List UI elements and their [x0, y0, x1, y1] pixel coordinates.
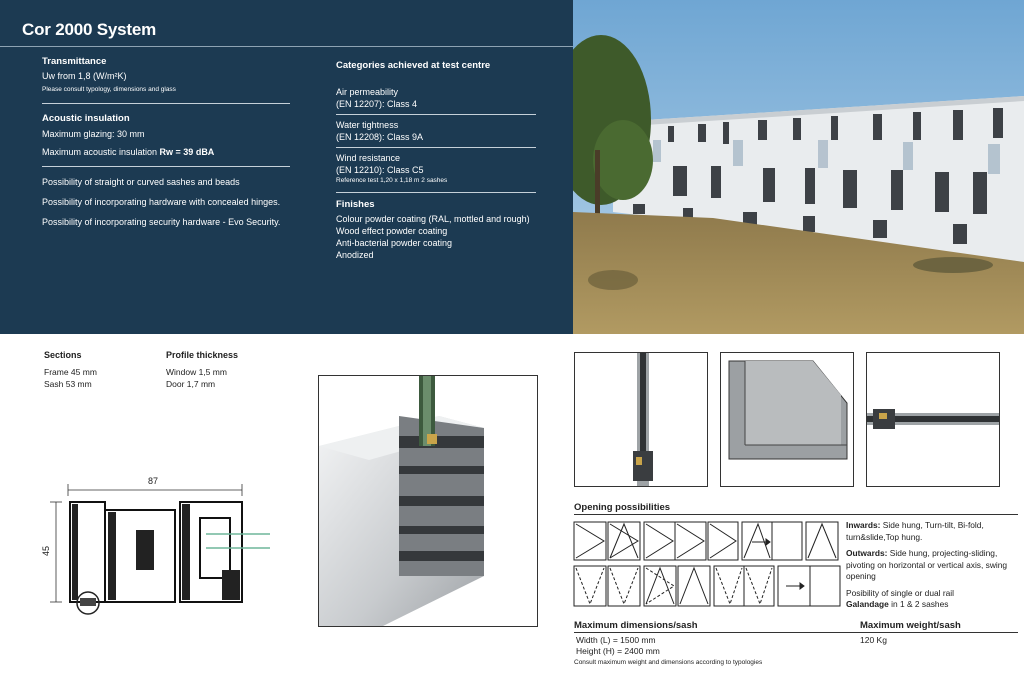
finishes-heading: Finishes — [336, 199, 375, 210]
inwards-label: Inwards: — [846, 520, 881, 530]
dimensions-width: Width (L) = 1500 mm — [576, 635, 656, 645]
dimensions-height: Height (H) = 2400 mm — [576, 646, 660, 656]
opening-description — [846, 520, 1024, 611]
opening-rail: Posibility of single or dual rail — [846, 587, 954, 598]
acoustic-max-prefix: Maximum acoustic insulation — [42, 147, 160, 157]
profile-heading: Profile thickness — [166, 350, 239, 360]
finish-item: Colour powder coating (RAL, mottled and rough) — [336, 214, 530, 224]
opening-outwards — [846, 548, 1024, 583]
opening-heading: Opening possibilities — [574, 502, 671, 513]
possibility-item: Possibility of incorporating security hardware - Evo Security. — [42, 217, 281, 227]
finish-item: Anodized — [336, 250, 374, 260]
finish-item: Wood effect powder coating — [336, 226, 448, 236]
weight-heading: Maximum weight/sash — [860, 620, 961, 631]
outwards-text: Side hung, projecting-sliding, pivoting on horizontal or vertical axis, swing opening — [846, 548, 1008, 581]
air-label: Air permeability — [336, 87, 399, 97]
profile-thumbnail-corner — [720, 352, 854, 487]
wind-value: (EN 12210): Class C5 — [336, 165, 424, 175]
right-column — [336, 56, 536, 261]
divider — [336, 147, 536, 148]
galandage-label: Galandage — [846, 599, 889, 609]
opening-galandage — [846, 599, 1024, 611]
page-title: Cor 2000 System — [22, 20, 157, 39]
acoustic-glazing: Maximum glazing: 30 mm — [42, 129, 145, 139]
dimensions-heading: Maximum dimensions/sash — [574, 620, 698, 631]
left-column — [42, 56, 290, 228]
section-drawing — [40, 470, 276, 620]
transmittance-heading: Transmittance — [42, 56, 107, 67]
profile-thumbnail-vertical — [574, 352, 708, 487]
acoustic-max — [42, 146, 290, 158]
profile-render — [318, 375, 538, 627]
sections-heading: Sections — [44, 350, 82, 360]
acoustic-heading: Acoustic insulation — [42, 113, 130, 124]
building-photo — [573, 0, 1024, 334]
categories-heading: Categories achieved at test centre — [336, 60, 491, 71]
dimensions-note: Consult maximum weight and dimensions according to typologies — [574, 659, 763, 666]
drawing-height-label: 45 — [41, 545, 51, 556]
wind-label: Wind resistance — [336, 153, 401, 163]
possibility-item: Possibility of straight or curved sashes and beads — [42, 177, 240, 187]
water-value: (EN 12208): Class 9A — [336, 132, 424, 142]
acoustic-max-value: Rw = 39 dBA — [159, 147, 215, 157]
sections-block — [44, 350, 97, 390]
galandage-text: in 1 & 2 sashes — [888, 599, 949, 609]
opening-diagrams — [572, 520, 842, 608]
profile-thickness-block — [166, 350, 238, 390]
dimensions-divider — [574, 632, 1018, 633]
inwards-text: Side hung, Turn-tilt, Bi-fold, turn&slide,Top hung. — [846, 520, 984, 542]
profile-door: Door 1,7 mm — [166, 379, 216, 389]
profile-window: Window 1,5 mm — [166, 367, 227, 377]
sections-sash: Sash 53 mm — [44, 379, 92, 389]
possibility-item: Possibility of incorporating hardware with concealed hinges. — [42, 197, 281, 207]
finish-item: Anti-bacterial powder coating — [336, 238, 453, 248]
outwards-label: Outwards: — [846, 548, 888, 558]
air-value: (EN 12207): Class 4 — [336, 99, 418, 109]
transmittance-value: Uw from 1,8 (W/m²K) — [42, 71, 127, 81]
info-panel — [0, 0, 573, 334]
wind-note: Reference test 1,20 x 1,18 m 2 sashes — [336, 177, 448, 184]
divider — [336, 192, 536, 193]
divider — [42, 166, 290, 167]
dimensions-values — [576, 635, 660, 657]
profile-thumbnail-horizontal — [866, 352, 1000, 487]
transmittance-note: Please consult typology, dimensions and glass — [42, 86, 176, 93]
weight-value: 120 Kg — [860, 635, 887, 645]
water-label: Water tightness — [336, 120, 399, 130]
sections-frame: Frame 45 mm — [44, 367, 97, 377]
drawing-width-label: 87 — [148, 476, 159, 486]
divider — [42, 103, 290, 104]
divider — [336, 114, 536, 115]
title-divider — [0, 46, 573, 47]
opening-inwards — [846, 520, 1024, 543]
opening-divider — [574, 514, 1018, 515]
